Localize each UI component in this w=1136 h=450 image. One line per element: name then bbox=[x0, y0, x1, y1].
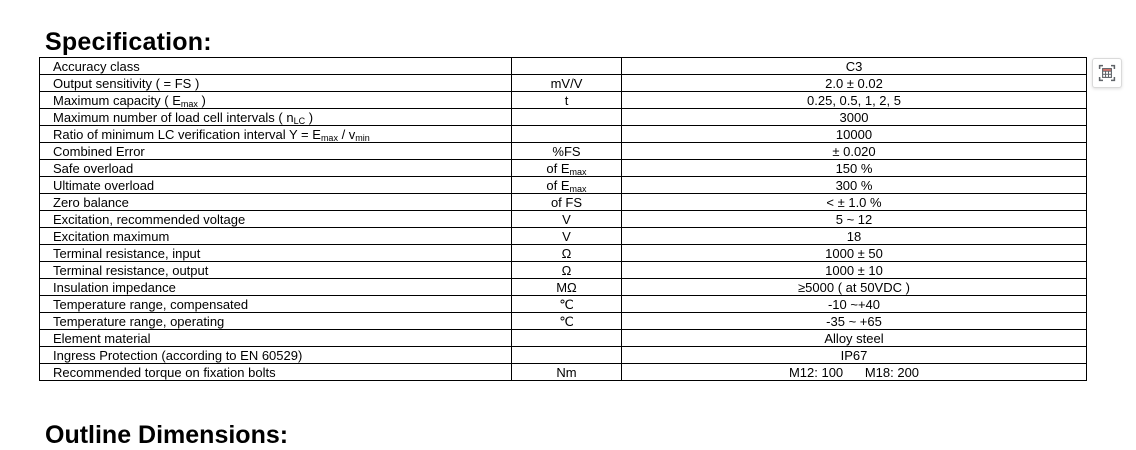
spec-cell-unit bbox=[512, 109, 622, 126]
spec-cell-unit: %FS bbox=[512, 143, 622, 160]
spec-cell-unit: V bbox=[512, 228, 622, 245]
spec-cell-unit bbox=[512, 58, 622, 75]
spec-row bbox=[40, 296, 1087, 313]
spec-cell-param: Insulation impedance bbox=[40, 279, 512, 296]
spec-cell-unit: Ω bbox=[512, 245, 622, 262]
spec-cell-value: 150 % bbox=[622, 160, 1087, 177]
spec-cell-param: Maximum number of load cell intervals ( $n_{LC}$ ) bbox=[40, 109, 512, 126]
spec-row bbox=[40, 211, 1087, 228]
spec-cell-value: M12: 100 M18: 200 bbox=[622, 364, 1087, 381]
spec-cell-unit: of $E_{max}$ bbox=[512, 177, 622, 194]
spec-cell-param: Ratio of minimum LC verification interval $Y = E_{max} / v_{min}$ bbox=[40, 126, 512, 143]
spec-cell-param: Terminal resistance, input bbox=[40, 245, 512, 262]
spec-cell-unit bbox=[512, 347, 622, 364]
spec-cell-param: Combined Error bbox=[40, 143, 512, 160]
spec-cell-value: 2.0 ± 0.02 bbox=[622, 75, 1087, 92]
spec-cell-unit: V bbox=[512, 211, 622, 228]
spec-row bbox=[40, 160, 1087, 177]
spec-cell-param: Temperature range, compensated bbox=[40, 296, 512, 313]
spec-cell-unit: Nm bbox=[512, 364, 622, 381]
spec-cell-value: ≥5000 ( at 50VDC ) bbox=[622, 279, 1087, 296]
spec-cell-value: 1000 ± 10 bbox=[622, 262, 1087, 279]
spec-row bbox=[40, 126, 1087, 143]
next-section-title-clipped: Outline Dimensions: bbox=[45, 420, 289, 449]
spec-cell-value: 0.25, 0.5, 1, 2, 5 bbox=[622, 92, 1087, 109]
spec-cell-param: Safe overload bbox=[40, 160, 512, 177]
spec-row bbox=[40, 330, 1087, 347]
spec-cell-param: Ultimate overload bbox=[40, 177, 512, 194]
spec-cell-value: -10 ~+40 bbox=[622, 296, 1087, 313]
page-title: Specification: bbox=[45, 27, 212, 56]
spec-cell-param: Zero balance bbox=[40, 194, 512, 211]
spec-cell-value: Alloy steel bbox=[622, 330, 1087, 347]
spec-row bbox=[40, 177, 1087, 194]
spec-cell-param: Recommended torque on fixation bolts bbox=[40, 364, 512, 381]
spec-cell-unit bbox=[512, 330, 622, 347]
spec-cell-unit: Ω bbox=[512, 262, 622, 279]
spec-cell-value: 10000 bbox=[622, 126, 1087, 143]
spec-row bbox=[40, 92, 1087, 109]
spec-cell-value: IP67 bbox=[622, 347, 1087, 364]
spec-cell-value: -35 ~ +65 bbox=[622, 313, 1087, 330]
spec-cell-param: Output sensitivity ( = FS ) bbox=[40, 75, 512, 92]
spec-cell-value: 3000 bbox=[622, 109, 1087, 126]
spec-row bbox=[40, 75, 1087, 92]
spec-cell-param: Maximum capacity ( $E_{max}$ ) bbox=[40, 92, 512, 109]
spec-cell-unit: of FS bbox=[512, 194, 622, 211]
spec-cell-value: < ± 1.0 % bbox=[622, 194, 1087, 211]
capture-table-icon bbox=[1097, 63, 1117, 83]
spec-cell-param: Terminal resistance, output bbox=[40, 262, 512, 279]
spec-cell-param: Excitation maximum bbox=[40, 228, 512, 245]
capture-table-button[interactable] bbox=[1092, 58, 1122, 88]
spec-cell-unit: ℃ bbox=[512, 296, 622, 313]
spec-cell-value: ± 0.020 bbox=[622, 143, 1087, 160]
spec-row bbox=[40, 194, 1087, 211]
spec-row bbox=[40, 364, 1087, 381]
spec-cell-value: C3 bbox=[622, 58, 1087, 75]
spec-cell-param: Excitation, recommended voltage bbox=[40, 211, 512, 228]
specification-table bbox=[39, 57, 1087, 381]
spec-cell-unit: ℃ bbox=[512, 313, 622, 330]
spec-row bbox=[40, 245, 1087, 262]
spec-row bbox=[40, 143, 1087, 160]
spec-cell-unit bbox=[512, 126, 622, 143]
spec-cell-value: 18 bbox=[622, 228, 1087, 245]
spec-row bbox=[40, 109, 1087, 126]
spec-cell-value: 1000 ± 50 bbox=[622, 245, 1087, 262]
spec-cell-value: 300 % bbox=[622, 177, 1087, 194]
spec-cell-param: Element material bbox=[40, 330, 512, 347]
spec-cell-unit: mV/V bbox=[512, 75, 622, 92]
spec-cell-param: Accuracy class bbox=[40, 58, 512, 75]
spec-row bbox=[40, 262, 1087, 279]
spec-cell-param: Ingress Protection (according to EN 60529) bbox=[40, 347, 512, 364]
spec-cell-param: Temperature range, operating bbox=[40, 313, 512, 330]
spec-row bbox=[40, 313, 1087, 330]
spec-cell-unit: of $E_{max}$ bbox=[512, 160, 622, 177]
spec-row bbox=[40, 347, 1087, 364]
spec-row bbox=[40, 279, 1087, 296]
spec-cell-unit: MΩ bbox=[512, 279, 622, 296]
spec-cell-unit: t bbox=[512, 92, 622, 109]
spec-cell-value: 5 ~ 12 bbox=[622, 211, 1087, 228]
spec-table-body bbox=[40, 58, 1087, 381]
spec-row bbox=[40, 228, 1087, 245]
spec-row bbox=[40, 58, 1087, 75]
